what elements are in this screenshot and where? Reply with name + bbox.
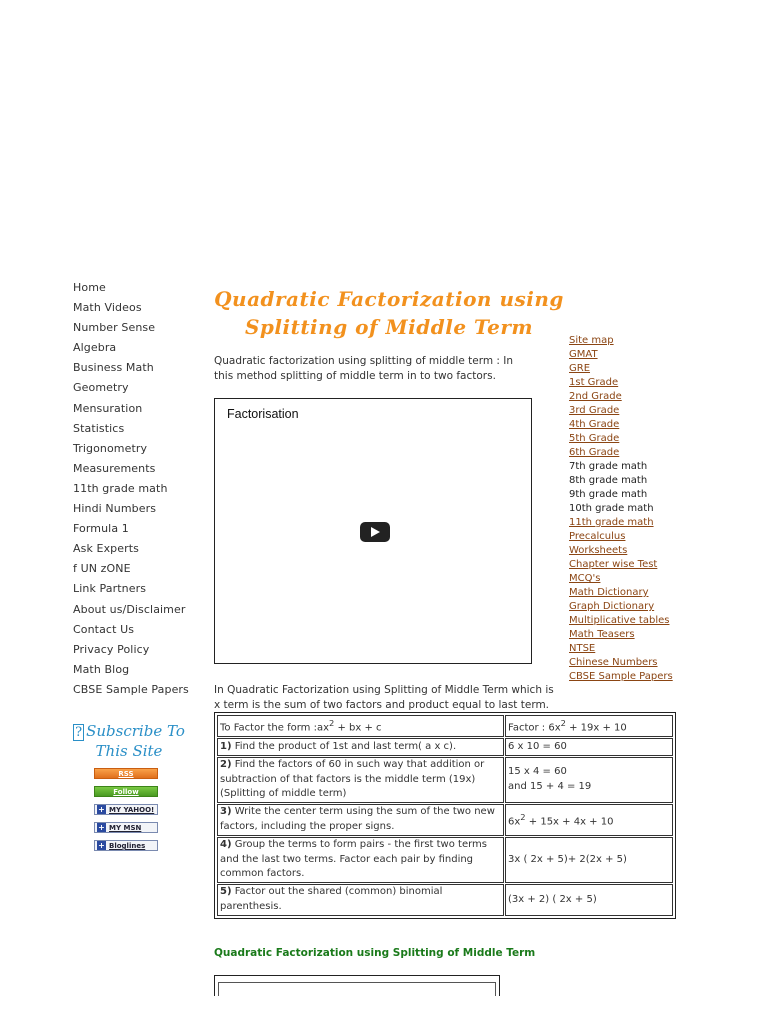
cell-text: + bx + c <box>334 722 382 734</box>
nav-privacy-policy[interactable]: Privacy Policy <box>73 642 150 656</box>
table-row <box>217 804 673 836</box>
step-text: Factor out the shared (common) binomial parenthesis. <box>220 886 443 912</box>
cell-text: and 15 + 4 = 19 <box>508 780 592 792</box>
play-icon[interactable] <box>360 522 390 542</box>
nav-6th-grade[interactable]: 6th Grade <box>569 447 620 458</box>
nav-cbse-sample-papers[interactable]: CBSE Sample Papers <box>73 682 189 696</box>
my-msn-label: MY MSN <box>109 824 142 832</box>
step-number: 1) <box>220 740 232 752</box>
table-row <box>217 757 673 803</box>
table-cell <box>217 804 504 836</box>
nav-geometry[interactable]: Geometry <box>73 381 129 395</box>
step-text: Find the product of 1st and last term( a x c). <box>231 740 457 752</box>
content-frame <box>214 975 500 996</box>
video-player[interactable] <box>214 398 532 664</box>
nav-7th-grade-math[interactable]: 7th grade math <box>569 461 648 472</box>
nav-8th-grade-math[interactable]: 8th grade math <box>569 475 648 486</box>
nav-4th-grade[interactable]: 4th Grade <box>569 419 620 430</box>
nav-formula-1[interactable]: Formula 1 <box>73 522 129 536</box>
lead-text: In Quadratic Factorization using Splitting of Middle Term which is x term is the sum of two factors and product equal to last term. <box>214 684 554 711</box>
subscribe-label[interactable]: Subscribe To This Site <box>86 722 185 760</box>
table-row <box>217 738 673 756</box>
bloglines-button[interactable] <box>94 840 158 851</box>
subscribe-widget[interactable] <box>66 722 192 761</box>
nav-business-math[interactable]: Business Math <box>73 361 154 375</box>
page-title: Quadratic Factorization using Splitting of Middle Term <box>214 287 564 339</box>
cell-text: Factor : 6x <box>508 722 561 734</box>
step-number: 5) <box>220 886 232 898</box>
cell-text: 6x <box>508 816 521 828</box>
nav-math-dictionary[interactable]: Math Dictionary <box>569 587 649 598</box>
nav-algebra[interactable]: Algebra <box>73 341 117 355</box>
nav-cbse-sample-papers-right[interactable]: CBSE Sample Papers <box>569 671 673 682</box>
cell-text: + 15x + 4x + 10 <box>525 816 614 828</box>
nav-10th-grade-math[interactable]: 10th grade math <box>569 503 654 514</box>
bloglines-label: Bloglines <box>109 842 146 850</box>
table-cell <box>505 757 673 803</box>
nav-9th-grade-math[interactable]: 9th grade math <box>569 489 648 500</box>
plus-icon: + <box>98 805 105 814</box>
table-cell <box>217 715 504 737</box>
cell-text: + 19x + 10 <box>565 722 627 734</box>
step-number: 3) <box>220 806 232 818</box>
nav-statistics[interactable]: Statistics <box>73 421 125 435</box>
nav-2nd-grade[interactable]: 2nd Grade <box>569 391 622 402</box>
table-row <box>217 837 673 883</box>
nav-number-sense[interactable]: Number Sense <box>73 321 156 335</box>
nav-worksheets[interactable]: Worksheets <box>569 545 628 556</box>
nav-measurements[interactable]: Measurements <box>73 461 156 475</box>
nav-hindi-numbers[interactable]: Hindi Numbers <box>73 502 157 516</box>
left-navigation <box>73 278 193 700</box>
step-number: 2) <box>220 759 232 771</box>
table-cell <box>217 738 504 756</box>
plus-icon: + <box>98 841 105 850</box>
video-title[interactable]: Factorisation <box>227 407 299 421</box>
nav-fun-zone[interactable]: f UN zONE <box>73 562 131 576</box>
table-cell <box>217 884 504 916</box>
cell-text: To Factor the form :ax <box>220 722 329 734</box>
table-cell <box>217 757 504 803</box>
right-navigation <box>569 334 679 684</box>
section-heading: Quadratic Factorization using Splitting of Middle Term <box>214 947 536 959</box>
nav-math-videos[interactable]: Math Videos <box>73 301 142 315</box>
step-text: Write the center term using the sum of the two new factors, including the proper signs. <box>220 806 495 832</box>
table-cell <box>505 804 673 836</box>
table-cell <box>217 837 504 883</box>
nav-contact-us[interactable]: Contact Us <box>73 622 135 636</box>
rss-button[interactable]: RSS <box>94 768 158 779</box>
nav-multiplicative-tables[interactable]: Multiplicative tables <box>569 615 670 626</box>
nav-math-teasers[interactable]: Math Teasers <box>569 629 635 640</box>
nav-trigonometry[interactable]: Trigonometry <box>73 441 148 455</box>
nav-mcqs[interactable]: MCQ's <box>569 573 601 584</box>
nav-gmat[interactable]: GMAT <box>569 349 598 360</box>
nav-ask-experts[interactable]: Ask Experts <box>73 542 139 556</box>
nav-precalculus[interactable]: Precalculus <box>569 531 626 542</box>
table-cell: (3x + 2) ( 2x + 5) <box>505 884 673 916</box>
help-icon[interactable]: ? <box>75 725 83 740</box>
table-cell: 3x ( 2x + 5)+ 2(2x + 5) <box>505 837 673 883</box>
steps-table <box>214 712 676 919</box>
table-row <box>217 884 673 916</box>
nav-home[interactable]: Home <box>73 281 106 294</box>
my-yahoo-label: MY YAHOO! <box>109 806 155 814</box>
plus-icon: + <box>98 823 105 832</box>
cell-text: 15 x 4 = 60 <box>508 766 567 778</box>
nav-graph-dictionary[interactable]: Graph Dictionary <box>569 601 655 612</box>
nav-about-us[interactable]: About us/Disclaimer <box>73 602 186 616</box>
nav-1st-grade[interactable]: 1st Grade <box>569 377 619 388</box>
my-yahoo-button[interactable] <box>94 804 158 815</box>
superscript: 2 <box>329 718 335 728</box>
table-row <box>217 715 673 737</box>
my-msn-button[interactable] <box>94 822 158 833</box>
nav-mensuration[interactable]: Mensuration <box>73 401 143 415</box>
superscript: 2 <box>560 718 566 728</box>
follow-button[interactable]: Follow <box>94 786 158 797</box>
step-text: Find the factors of 60 in such way that addition or subtraction of that factors is the middle term (19x)(Splitting of middle term) <box>220 759 485 800</box>
nav-11th-grade-math[interactable]: 11th grade math <box>73 481 168 495</box>
nav-math-blog[interactable]: Math Blog <box>73 662 130 676</box>
superscript: 2 <box>520 811 526 822</box>
nav-chinese-numbers[interactable]: Chinese Numbers <box>569 657 658 668</box>
intro-text: Quadratic factorization using splitting of middle term : In this method splitting of middle term in to two factors. <box>214 355 514 382</box>
step-text: Group the terms to form pairs - the first two terms and the last two terms. Factor each pair by finding common factors. <box>220 839 487 880</box>
nav-3rd-grade[interactable]: 3rd Grade <box>569 405 620 416</box>
table-cell <box>505 715 673 737</box>
nav-11th-grade-math-right[interactable]: 11th grade math <box>569 517 654 528</box>
nav-site-map[interactable]: Site map <box>569 335 614 346</box>
step-number: 4) <box>220 839 232 851</box>
nav-chapter-wise-test[interactable]: Chapter wise Test <box>569 559 658 570</box>
table-cell: 6 x 10 = 60 <box>505 738 673 756</box>
nav-5th-grade[interactable]: 5th Grade <box>569 433 620 444</box>
feed-buttons <box>94 768 158 858</box>
nav-link-partners[interactable]: Link Partners <box>73 582 147 596</box>
nav-gre[interactable]: GRE <box>569 363 591 374</box>
nav-ntse[interactable]: NTSE <box>569 643 596 654</box>
subscribe-title[interactable] <box>66 722 192 761</box>
